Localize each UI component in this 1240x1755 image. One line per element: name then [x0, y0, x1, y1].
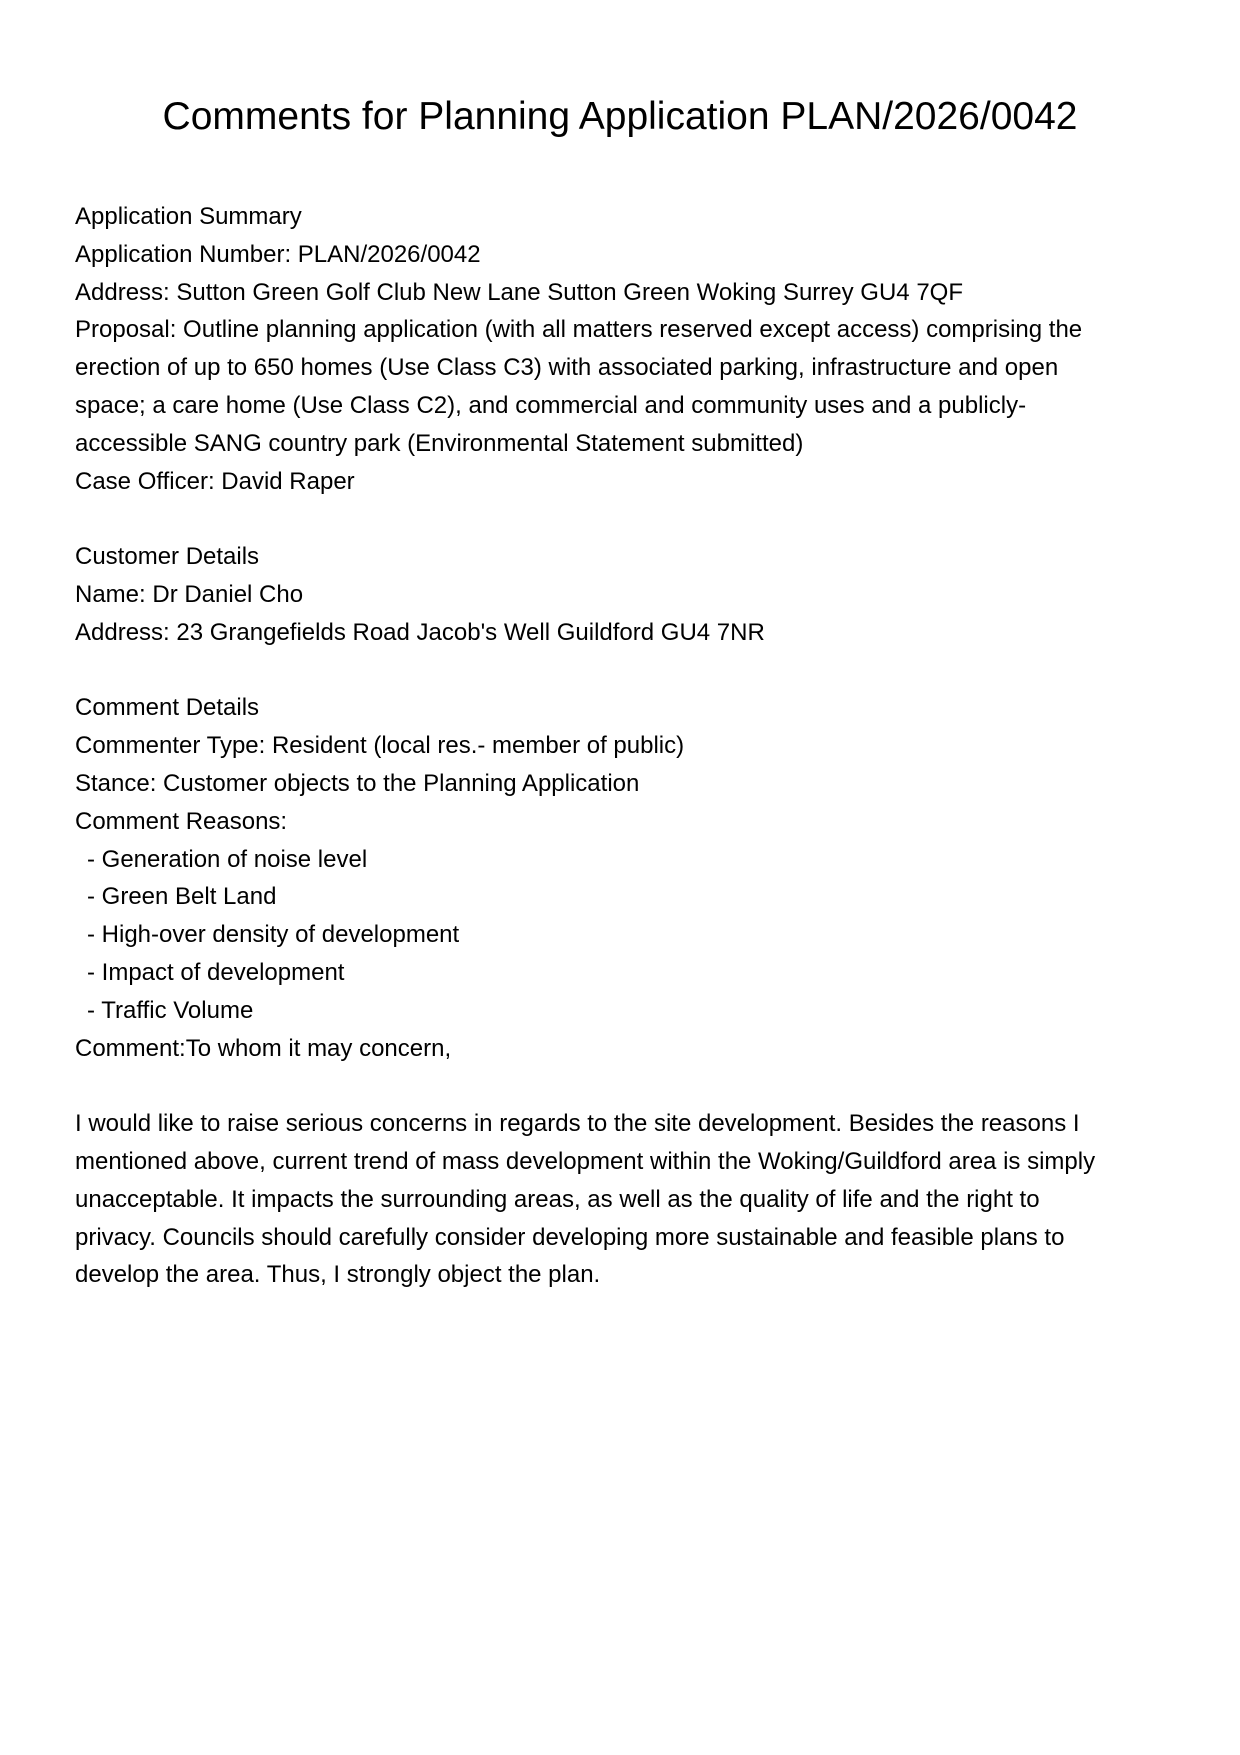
comment-body-line: mentioned above, current trend of mass development within the Woking/Guildford area is simply	[75, 1147, 1096, 1175]
proposal-line: accessible SANG country park (Environmental Statement submitted)	[75, 429, 804, 457]
page-title: Comments for Planning Application PLAN/2026/0042	[162, 95, 1078, 138]
paragraph-spacer	[75, 1067, 1165, 1105]
section-spacer	[75, 652, 1165, 690]
proposal-line: space; a care home (Use Class C2), and commercial and community uses and a publicly-	[75, 391, 1027, 419]
customer-address: Address: 23 Grangefields Road Jacob's Well Guildford GU4 7NR	[75, 618, 765, 646]
application-summary-heading: Application Summary	[75, 203, 302, 230]
comment-details-section	[75, 689, 1165, 1294]
comment-body-line: unacceptable. It impacts the surrounding areas, as well as the quality of life and the right to	[75, 1185, 1040, 1213]
customer-details-section	[75, 538, 1165, 651]
comment-body-line: I would like to raise serious concerns in regards to the site development. Besides the reasons I	[75, 1110, 1080, 1138]
comment-body-line: develop the area. Thus, I strongly object the plan.	[75, 1261, 601, 1289]
comment-reason-item: - Green Belt Land	[87, 883, 277, 911]
proposal-line: erection of up to 650 homes (Use Class C3) with associated parking, infrastructure and open	[75, 354, 1059, 382]
comment-reason-item: - Generation of noise level	[87, 845, 368, 873]
comment-reason-item: - Impact of development	[87, 958, 345, 986]
application-number: Application Number: PLAN/2026/0042	[75, 240, 481, 268]
application-summary-section	[75, 198, 1165, 500]
commenter-type: Commenter Type: Resident (local res.- member of public)	[75, 732, 685, 760]
comment-intro: Comment:To whom it may concern,	[75, 1034, 452, 1062]
customer-details-heading: Customer Details	[75, 543, 260, 571]
comment-reasons-label: Comment Reasons:	[75, 807, 288, 835]
comment-body-line: privacy. Councils should carefully consider developing more sustainable and feasible plans to	[75, 1223, 1065, 1251]
section-spacer	[75, 500, 1165, 538]
document-body	[75, 198, 1165, 1294]
comment-reason-item: - High-over density of development	[87, 921, 460, 949]
comment-details-heading: Comment Details	[75, 694, 260, 722]
comment-reason-item: - Traffic Volume	[87, 996, 254, 1024]
customer-name: Name: Dr Daniel Cho	[75, 580, 304, 608]
proposal-line: Proposal: Outline planning application (with all matters reserved except access) comprising the	[75, 316, 1083, 344]
case-officer: Case Officer: David Raper	[75, 467, 355, 495]
stance: Stance: Customer objects to the Planning Application	[75, 769, 640, 797]
application-address: Address: Sutton Green Golf Club New Lane Sutton Green Woking Surrey GU4 7QF	[75, 278, 963, 306]
